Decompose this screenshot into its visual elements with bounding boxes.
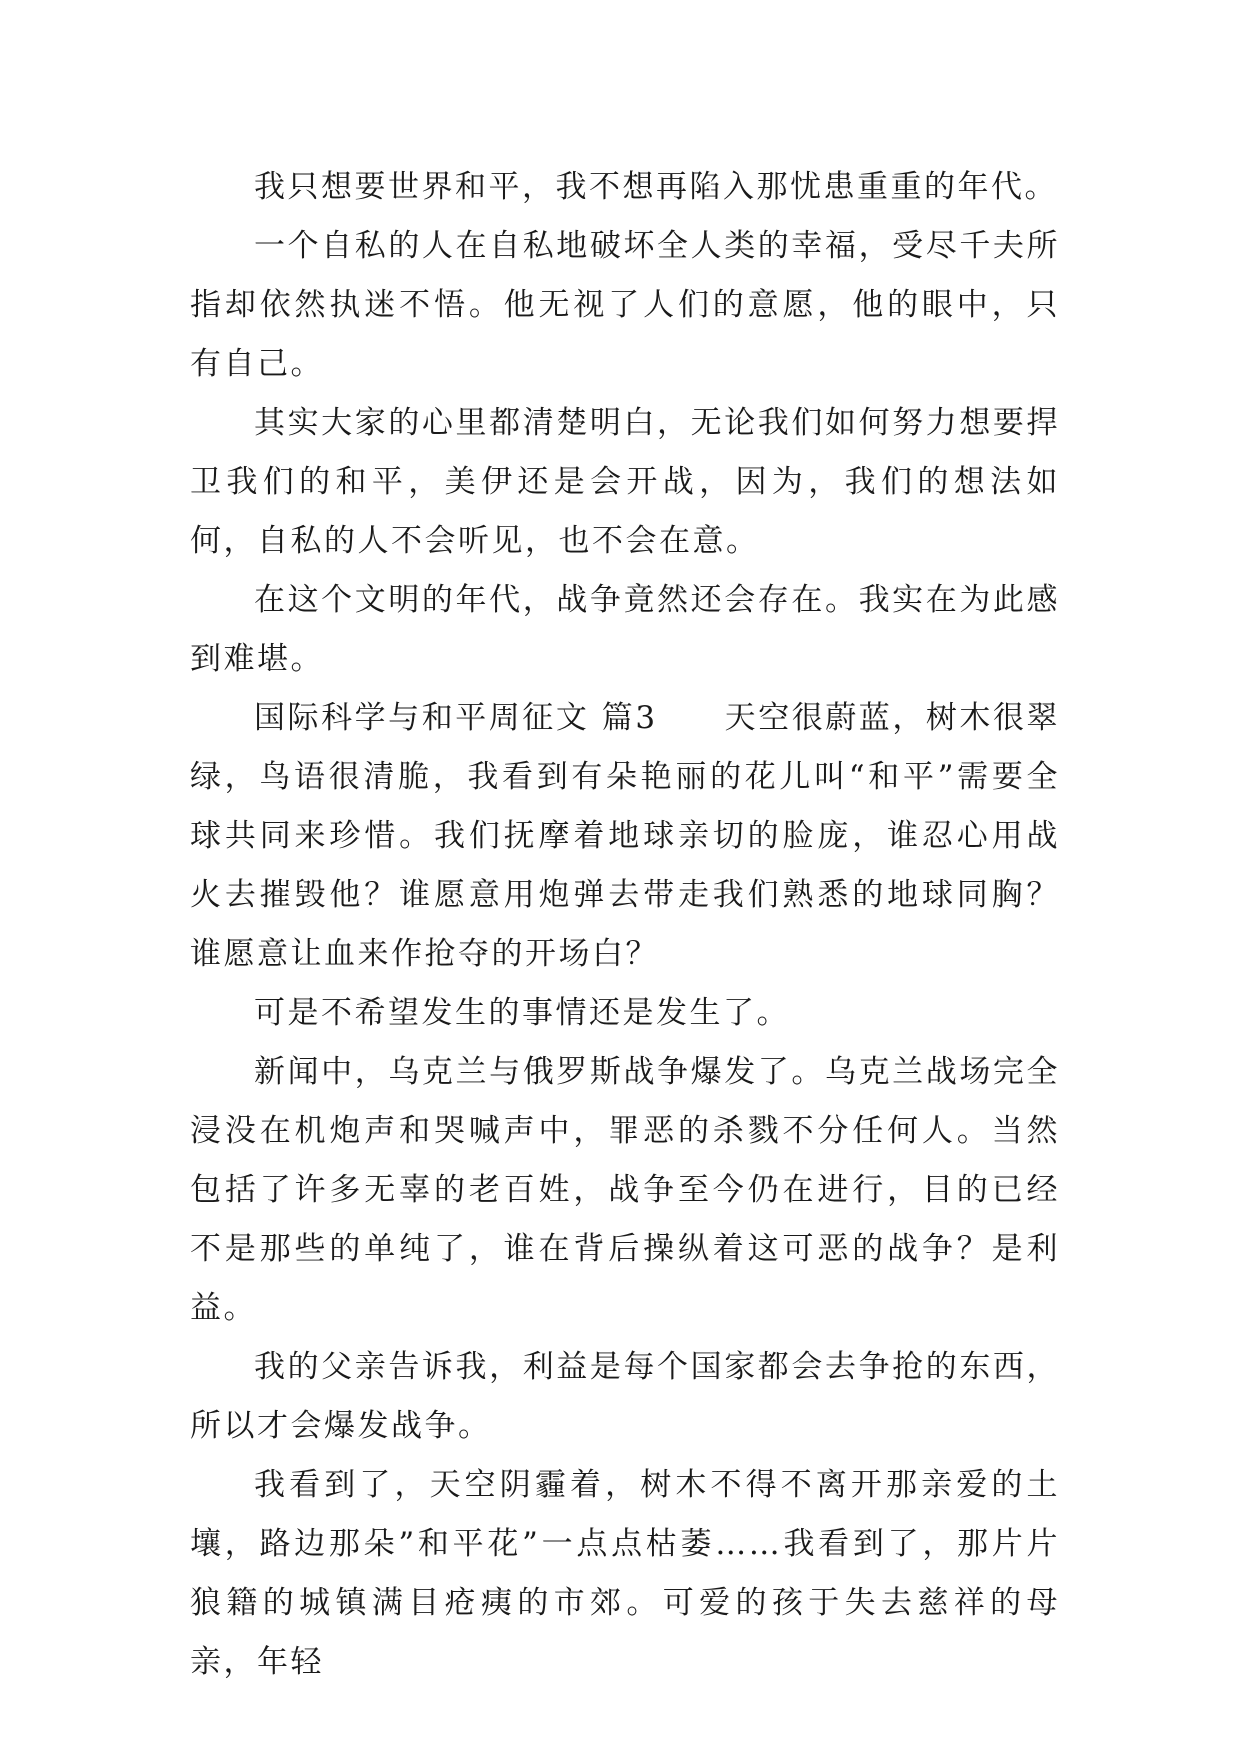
paragraph: 我只想要世界和平，我不想再陷入那忧患重重的年代。: [254, 169, 1058, 205]
paragraph: 新闻中，乌克兰与俄罗斯战争爆发了。乌克兰战场完全浸没在机炮声和哭喊声中，罪恶的杀戮不分任何人。当然包括了许多无辜的老百姓，战争至今仍在进行，目的已经不是那些的单纯了，谁在背后操纵着这可恶的战争？是利益。: [190, 1054, 1060, 1326]
paragraph-section-heading: 国际科学与和平周征文 篇3 天空很蔚蓝，树木很翠绿，鸟语很清脆，我看到有朵艳丽的花儿叫“和平”需要全球共同来珍惜。我们抚摩着地球亲切的脸庞，谁忍心用战火去摧毁他？谁愿意用炮弹去带走我们熟悉的地球同胸？谁愿意让血来作抢夺的开场白？: [190, 700, 1060, 972]
paragraph: 一个自私的人在自私地破坏全人类的幸福，受尽千夫所指却依然执迷不悟。他无视了人们的意愿，他的眼中，只有自己。: [190, 228, 1060, 382]
paragraph: 可是不希望发生的事情还是发生了。: [254, 995, 790, 1031]
body-text: [190, 158, 1060, 1692]
paragraph: 在这个文明的年代，战争竟然还会存在。我实在为此感到难堪。: [190, 582, 1060, 677]
paragraph: 我看到了，天空阴霾着，树木不得不离开那亲爱的土壤，路边那朵”和平花”一点点枯萎……我看到了，那片片狼籍的城镇满目疮痍的市郊。可爱的孩于失去慈祥的母亲，年轻: [190, 1467, 1060, 1680]
paragraph: 其实大家的心里都清楚明白，无论我们如何努力想要捍卫我们的和平，美伊还是会开战，因为，我们的想法如何，自私的人不会听见，也不会在意。: [190, 405, 1060, 559]
paragraph: 我的父亲告诉我，利益是每个国家都会去争抢的东西，所以才会爆发战争。: [190, 1349, 1060, 1444]
